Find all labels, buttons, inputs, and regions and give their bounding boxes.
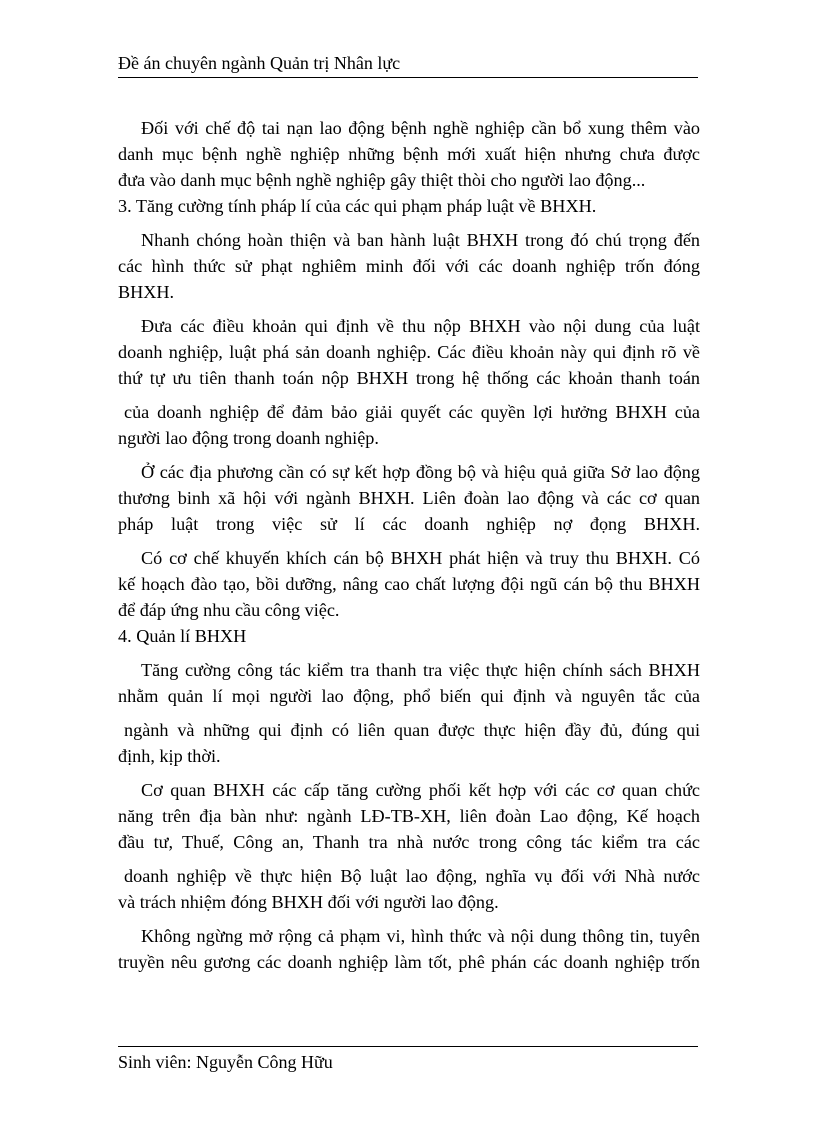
text-line: ngành và những qui định có liên quan được thực hiện đầy đủ, đúng qui [124, 720, 700, 740]
section-heading-4 [118, 623, 700, 649]
text-line: kế hoạch đào tạo, bồi dưỡng, nâng cao chất lượng đội ngũ cán bộ thu BHXH [118, 574, 700, 594]
text-line: pháp luật trong việc sử lí các doanh nghiệp nợ đọng BHXH. [118, 514, 700, 534]
text-line: đầu tư, Thuế, Công an, Thanh tra nhà nước trong công tác kiểm tra các [118, 832, 700, 852]
text-line: nhằm quản lí mọi người lao động, phổ biến qui định và nguyên tắc của [118, 686, 700, 706]
text-line: năng trên địa bàn như: ngành LĐ-TB-XH, liên đoàn Lao động, Kế hoạch [118, 806, 700, 826]
text-line: thứ tự ưu tiên thanh toán nộp BHXH trong hệ thống các khoản thanh toán [118, 368, 700, 388]
text-line: Có cơ chế khuyến khích cán bộ BHXH phát hiện và truy thu BHXH. Có [141, 548, 700, 568]
text-line: thương binh xã hội với ngành BHXH. Liên đoàn lao động và các cơ quan [118, 488, 700, 508]
text-line: các hình thức sử phạt nghiêm minh đối với các doanh nghiệp trốn đóng [118, 256, 700, 276]
page-footer: Sinh viên: Nguyễn Công Hữu [118, 1052, 333, 1072]
text-line: người lao động trong doanh nghiệp. [118, 428, 379, 448]
paragraph-gap [118, 537, 700, 545]
paragraph-law-completion [118, 227, 700, 305]
document-body [118, 115, 700, 975]
text-line: Tăng cường công tác kiểm tra thanh tra việc thực hiện chính sách BHXH [141, 660, 700, 680]
text-line: danh mục bệnh nghề nghiệp những bệnh mới xuất hiện nhưng chưa được [118, 144, 700, 164]
line-gap [118, 855, 700, 863]
paragraph-local-coordination [118, 459, 700, 537]
text-line: định, kịp thời. [118, 746, 221, 766]
heading-text: 4. Quản lí BHXH [118, 626, 247, 646]
paragraph-communication [118, 923, 700, 975]
text-line: để đáp ứng nhu cầu công việc. [118, 600, 340, 620]
text-line: đưa vào danh mục bệnh nghề nghiệp gây thiệt thòi cho người lao động... [118, 170, 646, 190]
paragraph-incentives [118, 545, 700, 623]
paragraph-gap [118, 451, 700, 459]
text-line: Ở các địa phương cần có sự kết hợp đồng bộ và hiệu quả giữa Sở lao động [141, 462, 700, 482]
text-line: và trách nhiệm đóng BHXH đối với người lao động. [118, 892, 499, 912]
paragraph-agency-cooperation [118, 777, 700, 915]
paragraph-inspection [118, 657, 700, 769]
paragraph-gap [118, 769, 700, 777]
text-line: Nhanh chóng hoàn thiện và ban hành luật BHXH trong đó chú trọng đến [141, 230, 700, 250]
section-heading-3 [118, 193, 700, 219]
paragraph-gap [118, 305, 700, 313]
paragraph-accident-insurance [118, 115, 700, 193]
header-rule [118, 77, 698, 78]
text-line: Cơ quan BHXH các cấp tăng cường phối kết hợp với các cơ quan chức [141, 780, 700, 800]
text-line: doanh nghiệp về thực hiện Bộ luật lao động, nghĩa vụ đối với Nhà nước [124, 866, 700, 886]
text-line: truyền nêu gương các doanh nghiệp làm tốt, phê phán các doanh nghiệp trốn [118, 952, 700, 972]
paragraph-enterprise-law [118, 313, 700, 451]
footer-rule [118, 1046, 698, 1047]
text-line: của doanh nghiệp để đảm bảo giải quyết các quyền lợi hưởng BHXH của [124, 402, 700, 422]
line-gap [118, 709, 700, 717]
heading-text: 3. Tăng cường tính pháp lí của các qui phạm pháp luật về BHXH. [118, 196, 597, 216]
text-line: Không ngừng mở rộng cả phạm vi, hình thức và nội dung thông tin, tuyên [141, 926, 700, 946]
text-line: doanh nghiệp, luật phá sản doanh nghiệp. Các điều khoản này qui định rõ về [118, 342, 700, 362]
paragraph-gap [118, 649, 700, 657]
text-line: Đưa các điều khoản qui định về thu nộp BHXH vào nội dung của luật [141, 316, 700, 336]
text-line: Đối với chế độ tai nạn lao động bệnh nghề nghiệp cần bổ xung thêm vào [141, 118, 700, 138]
line-gap [118, 391, 700, 399]
paragraph-gap [118, 915, 700, 923]
text-line: BHXH. [118, 282, 175, 302]
page-header: Đề án chuyên ngành Quản trị Nhân lực [118, 53, 401, 73]
paragraph-gap [118, 219, 700, 227]
